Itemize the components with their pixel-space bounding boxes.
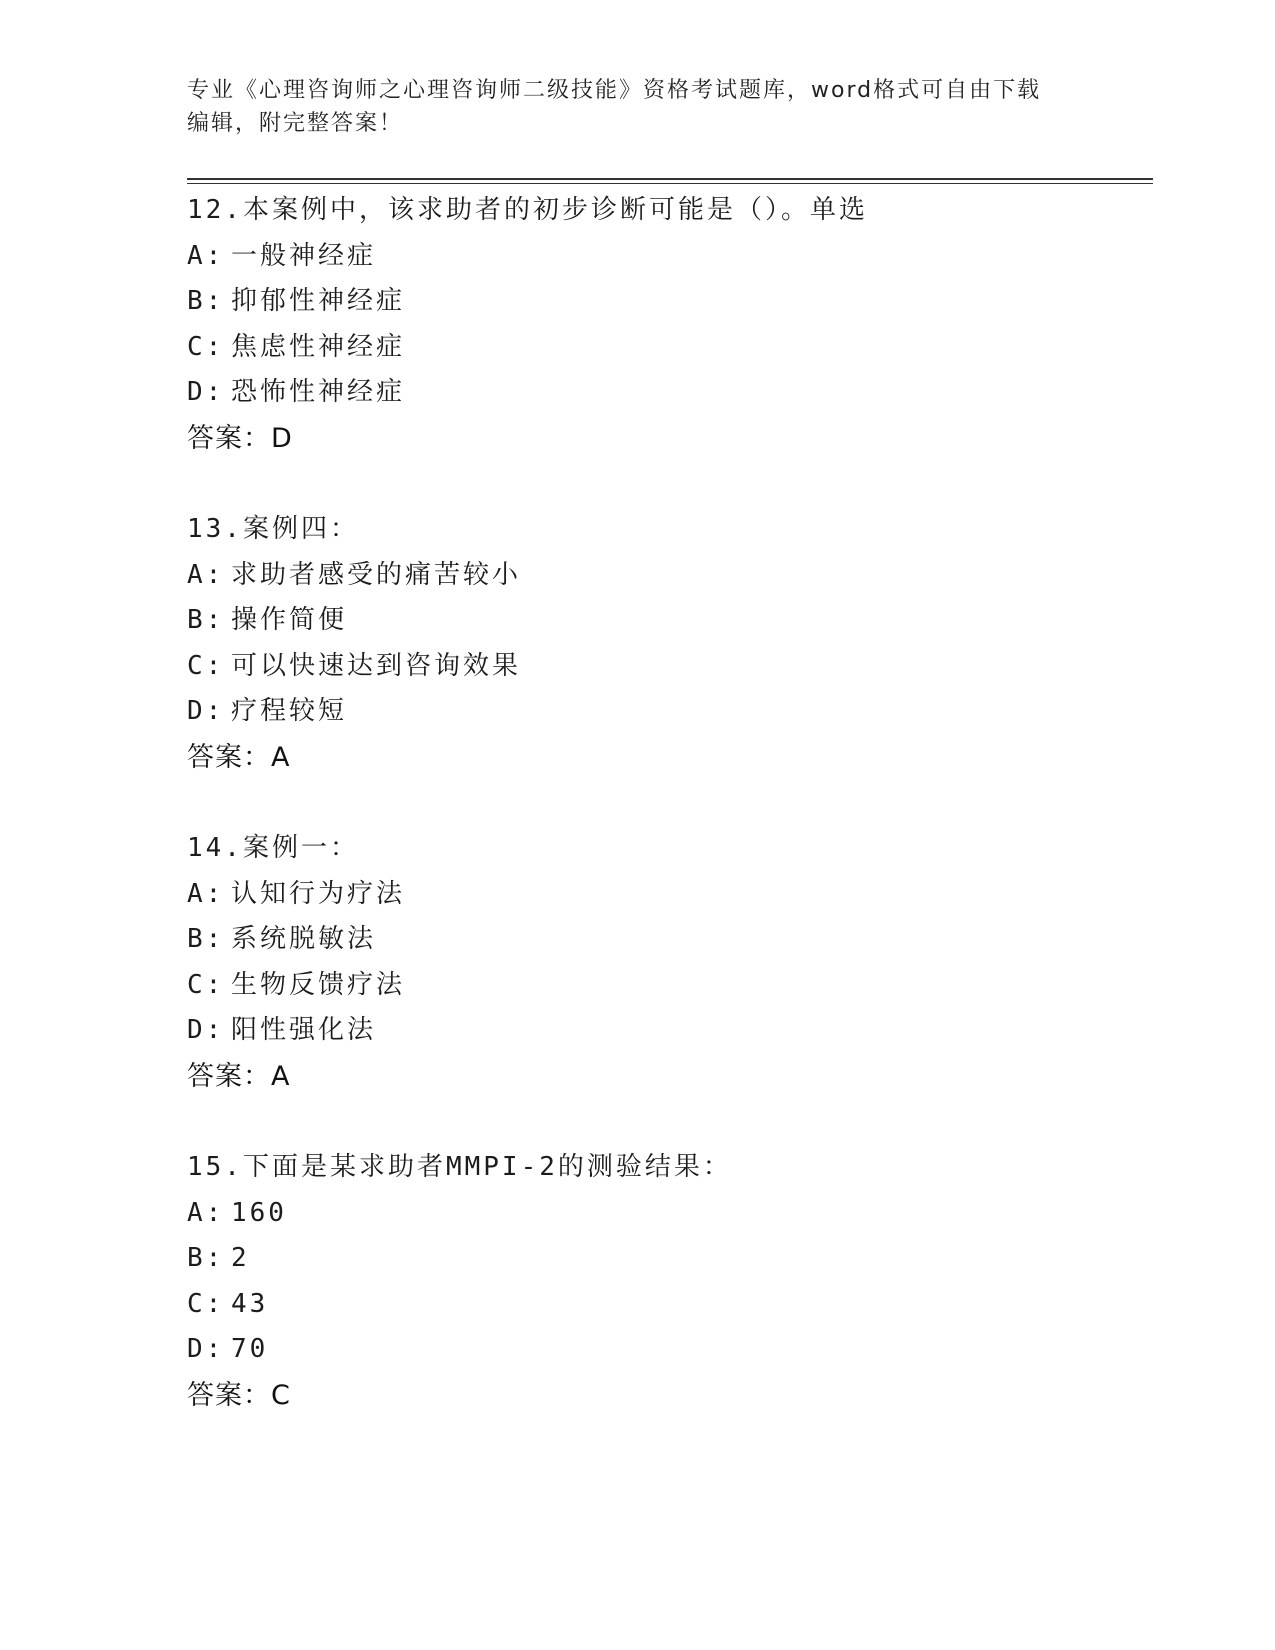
header-divider-thin bbox=[187, 183, 1153, 184]
option-label: C: bbox=[187, 650, 225, 681]
option-b bbox=[187, 917, 1147, 963]
answer-line: 答案：C bbox=[187, 1379, 291, 1411]
option-text: 系统脱敏法 bbox=[231, 924, 377, 954]
option-text: 43 bbox=[231, 1288, 269, 1319]
option-label: C: bbox=[187, 969, 225, 1000]
option-a bbox=[187, 872, 1147, 918]
option-label: D: bbox=[187, 696, 225, 726]
option-text: 2 bbox=[231, 1243, 250, 1273]
answer-line: 答案：D bbox=[187, 422, 293, 454]
option-label: B: bbox=[187, 286, 225, 316]
answer-line: 答案：A bbox=[187, 741, 291, 773]
option-text: 认知行为疗法 bbox=[231, 878, 406, 909]
option-a bbox=[187, 234, 1147, 280]
document-header bbox=[187, 74, 1067, 140]
option-d bbox=[187, 1008, 1147, 1054]
header-line-1: 专业《心理咨询师之心理咨询师二级技能》资格考试题库，word格式可自由下载 bbox=[187, 78, 1042, 103]
option-text: 疗程较短 bbox=[231, 696, 348, 726]
question-stem: 12.本案例中，该求助者的初步诊断可能是（）。单选 bbox=[187, 195, 868, 225]
option-label: B: bbox=[187, 924, 225, 954]
option-text: 生物反馈疗法 bbox=[231, 969, 406, 1000]
option-text: 操作简便 bbox=[231, 605, 348, 635]
option-c bbox=[187, 1282, 1147, 1328]
answer-line: 答案：A bbox=[187, 1060, 291, 1092]
option-text: 160 bbox=[231, 1197, 287, 1228]
option-label: A: bbox=[187, 1197, 225, 1228]
option-text: 一般神经症 bbox=[231, 240, 377, 271]
question-stem: 14.案例一： bbox=[187, 833, 359, 863]
option-c bbox=[187, 325, 1147, 371]
option-b bbox=[187, 1236, 1147, 1282]
header-line-2: 编辑，附完整答案！ bbox=[187, 111, 404, 136]
option-label: D: bbox=[187, 1015, 225, 1045]
question-block bbox=[187, 1145, 1147, 1418]
option-text: 焦虑性神经症 bbox=[231, 331, 406, 362]
option-d bbox=[187, 370, 1147, 416]
option-c bbox=[187, 644, 1147, 690]
option-label: A: bbox=[187, 878, 225, 909]
option-label: D: bbox=[187, 377, 225, 407]
question-stem: 15.下面是某求助者MMPI-2的测验结果： bbox=[187, 1152, 732, 1182]
option-text: 恐怖性神经症 bbox=[231, 377, 406, 407]
option-text: 70 bbox=[231, 1334, 269, 1364]
option-label: C: bbox=[187, 331, 225, 362]
question-block bbox=[187, 826, 1147, 1099]
header-divider-thick bbox=[187, 178, 1153, 180]
option-label: B: bbox=[187, 605, 225, 635]
option-label: D: bbox=[187, 1334, 225, 1364]
option-b bbox=[187, 279, 1147, 325]
option-a bbox=[187, 553, 1147, 599]
option-text: 抑郁性神经症 bbox=[231, 286, 406, 316]
option-a bbox=[187, 1191, 1147, 1237]
option-label: A: bbox=[187, 240, 225, 271]
option-text: 可以快速达到咨询效果 bbox=[231, 650, 522, 681]
question-stem: 13.案例四： bbox=[187, 514, 359, 544]
option-text: 求助者感受的痛苦较小 bbox=[231, 559, 522, 590]
option-d bbox=[187, 1327, 1147, 1373]
question-block bbox=[187, 507, 1147, 780]
option-d bbox=[187, 689, 1147, 735]
option-label: A: bbox=[187, 559, 225, 590]
option-text: 阳性强化法 bbox=[231, 1015, 377, 1045]
option-c bbox=[187, 963, 1147, 1009]
option-b bbox=[187, 598, 1147, 644]
option-label: B: bbox=[187, 1243, 225, 1273]
question-block bbox=[187, 188, 1147, 461]
option-label: C: bbox=[187, 1288, 225, 1319]
